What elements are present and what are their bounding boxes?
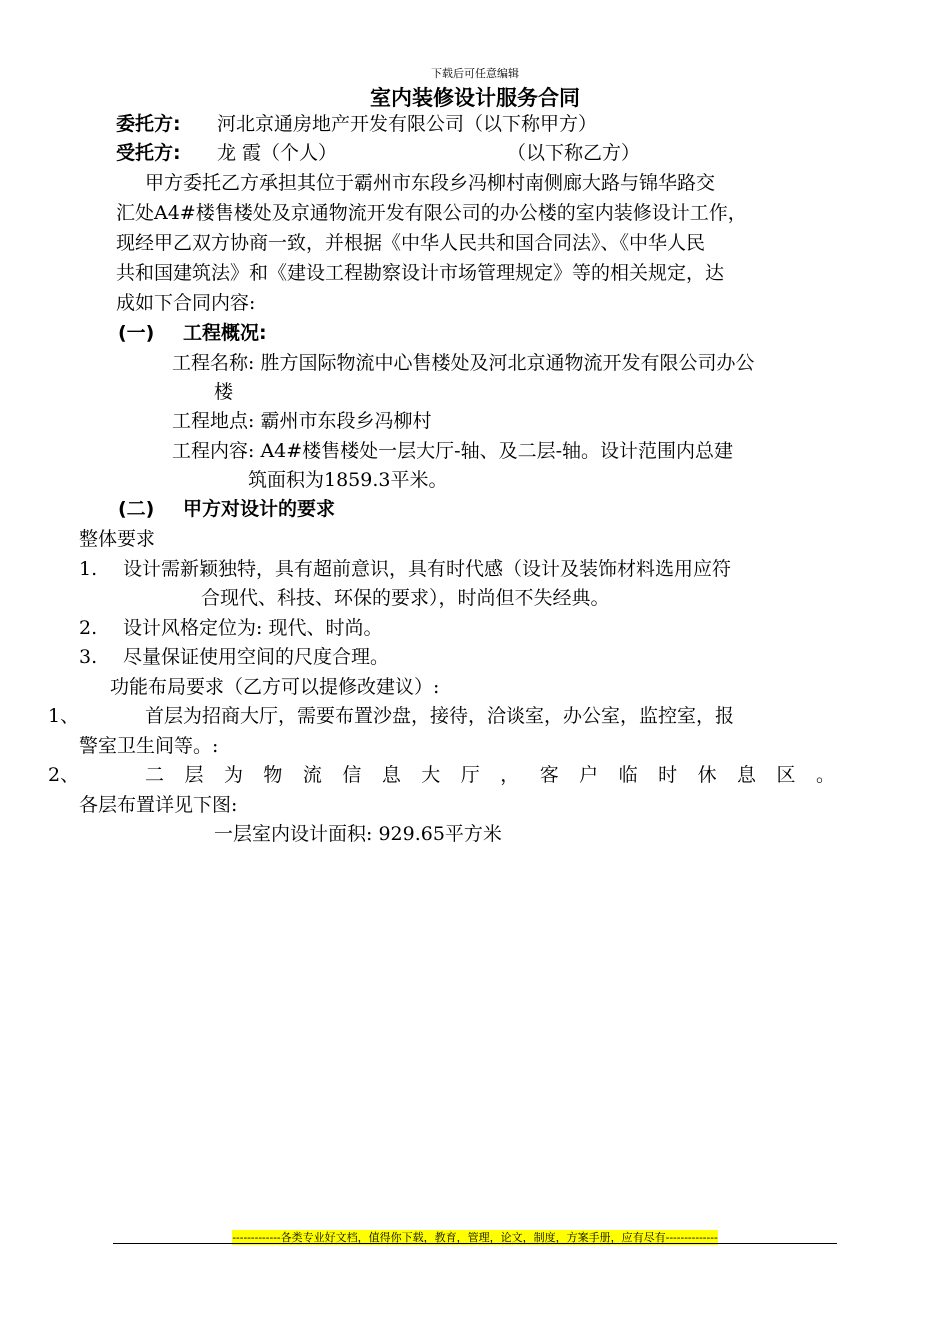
contractor-name: 龙 霞（个人） [217,142,338,164]
intro-line-4: 共和国建筑法》和《建设工程勘察设计市场管理规定》等的相关规定，达 [116,262,725,284]
layout-2-char: 息 [381,764,401,786]
client-label: 委托方: [116,113,181,135]
requirement-1-line-2: 合现代、科技、环保的要求），时尚但不失经典。 [201,587,610,609]
overall-requirements-title: 整体要求 [79,528,156,550]
download-note: 下载后可任意编辑 [431,67,519,80]
layout-2-char: 客 [539,764,559,786]
contractor-label: 受托方: [116,142,181,164]
document-title: 室内装修设计服务合同 [370,86,580,110]
intro-line-5: 成如下合同内容: [116,292,256,314]
requirement-1-number: 1. [79,558,98,580]
intro-line-2: 汇处A4#楼售楼处及京通物流开发有限公司的办公楼的室内装修设计工作， [116,202,747,224]
project-name-line-1: 工程名称: 胜方国际物流中心售楼处及河北京通物流开发有限公司办公 [172,352,755,374]
layout-2-char: 信 [342,764,362,786]
layout-2-char: 厅 [460,764,480,786]
section1-number: (一) [118,322,155,344]
contractor-note: （以下称乙方） [507,142,641,164]
requirement-2-number: 2. [79,617,98,639]
layout-detail-note: 各层布置详见下图: [79,794,238,816]
layout-2-text [145,762,835,788]
footer-divider [113,1243,837,1244]
layout-2-char: 时 [658,764,678,786]
layout-2-char: 。 [815,764,835,786]
layout-2-char: 户 [579,764,599,786]
footer-banner-text: -------------各类专业好文档，值得你下载，教育，管理，论文，制度，方案手册，应有尽有-------------- [232,1231,718,1244]
layout-1-line-1: 首层为招商大厅，需要布置沙盘，接待，洽谈室，办公室，监控室，报 [145,705,735,727]
requirement-2-text: 设计风格定位为: 现代、时尚。 [123,617,383,639]
layout-2-char: 大 [421,764,441,786]
floor1-area-note: 一层室内设计面积: 929.65平方米 [214,823,502,845]
section2-number: (二) [118,498,155,520]
layout-2-char: 为 [223,764,243,786]
layout-2-char: 息 [737,764,757,786]
intro-line-3: 现经甲乙双方协商一致，并根据《中华人民共和国合同法》、《中华人民 [116,232,706,254]
requirement-3-text: 尽量保证使用空间的尺度合理。 [123,646,390,668]
project-content-line-2: 筑面积为1859.3平米。 [248,469,448,491]
layout-2-char: 临 [618,764,638,786]
project-name-line-2: 楼 [214,381,234,403]
layout-2-char: 区 [776,764,796,786]
project-content-line-1: 工程内容: A4#楼售楼处一层大厅-轴、及二层-轴。设计范围内总建 [172,440,734,462]
layout-1-line-2: 警室卫生间等。: [79,735,219,757]
layout-2-char: 层 [184,764,204,786]
layout-2-char: 二 [145,764,165,786]
requirement-3-number: 3. [79,646,98,668]
layout-2-char: ， [500,764,520,786]
project-location: 工程地点: 霸州市东段乡冯柳村 [172,410,432,432]
client-value: 河北京通房地产开发有限公司（以下称甲方） [217,113,598,135]
section1-heading: 工程概况: [183,322,267,344]
layout-1-number: 1、 [48,705,80,727]
intro-line-1: 甲方委托乙方承担其位于霸州市东段乡冯柳村南侧廊大路与锦华路交 [145,172,716,194]
layout-2-char: 流 [302,764,322,786]
requirement-1-line-1: 设计需新颖独特，具有超前意识，具有时代感（设计及装饰材料选用应符 [123,558,732,580]
section2-heading: 甲方对设计的要求 [183,498,336,520]
layout-requirements-title: 功能布局要求（乙方可以提修改建议）: [110,676,440,698]
layout-2-char: 休 [697,764,717,786]
layout-2-number: 2、 [48,764,80,786]
layout-2-char: 物 [263,764,283,786]
